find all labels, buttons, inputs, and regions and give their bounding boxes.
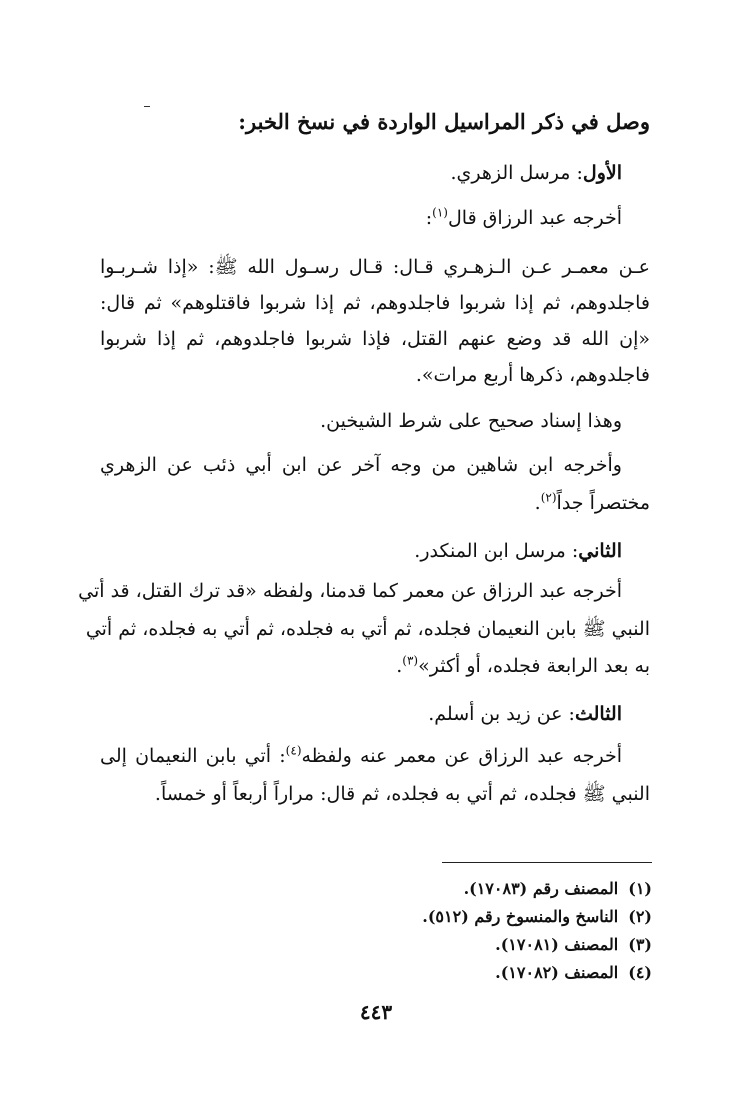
- footnote-ref-1[interactable]: (١): [432, 205, 448, 220]
- first-comment: وهذا إسناد صحيح على شرط الشيخين.: [320, 410, 622, 432]
- first-body-line-4: فاجلدوهم، ذكرها أربع مرات».: [415, 364, 650, 386]
- first-title: : مرسل الزهري.: [450, 162, 583, 184]
- page-number: ٤٤٣: [359, 1000, 393, 1024]
- first-other-line-2: [100, 488, 650, 518]
- third-title: : عن زيد بن أسلم.: [428, 703, 575, 725]
- third-line-2: النبي ﷺ فجلده، ثم أتي به فجلده، ثم قال: مراراً أربعاً أو خمساً.: [154, 783, 650, 805]
- third-line-1-b: : أتي بابن النعيمان إلى: [100, 745, 286, 767]
- third-subheading: [100, 699, 622, 729]
- third-line-1: [100, 741, 622, 771]
- first-other-line-1: وأخرجه ابن شاهين من وجه آخر عن ابن أبي ذئب عن الزهري: [100, 454, 622, 476]
- first-intro-end: :: [425, 207, 433, 229]
- footnote-text: الناسخ والمنسوخ رقم (٥١٢).: [422, 907, 619, 926]
- footnote-num: (١): [628, 879, 652, 898]
- first-intro-text: أخرجه عبد الرزاق قال: [447, 207, 622, 229]
- footnote-ref-3[interactable]: (٣): [402, 653, 419, 668]
- footnote-text: المصنف رقم (١٧٠٨٣).: [463, 879, 619, 898]
- footnote-num: (٣): [628, 935, 652, 954]
- first-subheading: [100, 158, 622, 188]
- first-other-text: مختصراً جداً: [556, 492, 650, 514]
- second-line-3-text: به بعد الرابعة فجلده، أو أكثر»: [418, 655, 650, 677]
- first-body-line-3: «إن الله قد وضع عنهم القتل، فإذا شربوا فاجلدوهم، ثم إذا شربوا: [100, 328, 650, 350]
- first-body-line-2: فاجلدوهم، ثم إذا شربوا فاجلدوهم، ثم إذا شربوا فاقتلوهم» ثم قال:: [100, 292, 650, 314]
- second-line-3: [100, 651, 650, 681]
- second-title: : مرسل ابن المنكدر.: [414, 540, 579, 562]
- first-intro: [100, 203, 622, 233]
- second-line-3-end: .: [396, 655, 403, 677]
- second-line-2: النبي ﷺ بابن النعيمان فجلده، ثم أتي به فجلده، ثم أتي به فجلده، ثم أتي: [85, 618, 650, 640]
- footnote-divider: [442, 862, 652, 863]
- first-body-line-1: عـن معمـر عـن الـزهـري قـال: قـال رسـول الله ﷺ: «إذا شـربـوا: [100, 256, 650, 278]
- footnote-num: (٤): [628, 963, 652, 982]
- footnote-text: المصنف (١٧٠٨٢).: [495, 963, 619, 982]
- section-heading: وصل في ذكر المراسيل الواردة في نسخ الخبر:: [238, 109, 650, 134]
- third-label: الثالث: [574, 703, 622, 725]
- first-label: الأول: [582, 162, 622, 184]
- footnote-3: [300, 933, 652, 957]
- second-line-1: أخرجه عبد الرزاق عن معمر كما قدمنا، ولفظه «قد ترك القتل، قد أتي: [78, 580, 622, 602]
- footnote-1: [300, 877, 652, 901]
- second-subheading: [100, 536, 622, 566]
- footnote-ref-4[interactable]: (٤): [285, 743, 302, 758]
- footnote-2: [300, 905, 652, 929]
- footnote-num: (٢): [628, 907, 652, 926]
- footnote-text: المصنف (١٧٠٨١).: [495, 935, 619, 954]
- second-label: الثاني: [578, 540, 622, 562]
- first-other-end: .: [534, 492, 541, 514]
- third-line-1-a: أخرجه عبد الرزاق عن معمر عنه ولفظه: [301, 745, 622, 767]
- footnote-ref-2[interactable]: (٢): [540, 490, 557, 505]
- footnote-4: [300, 961, 652, 985]
